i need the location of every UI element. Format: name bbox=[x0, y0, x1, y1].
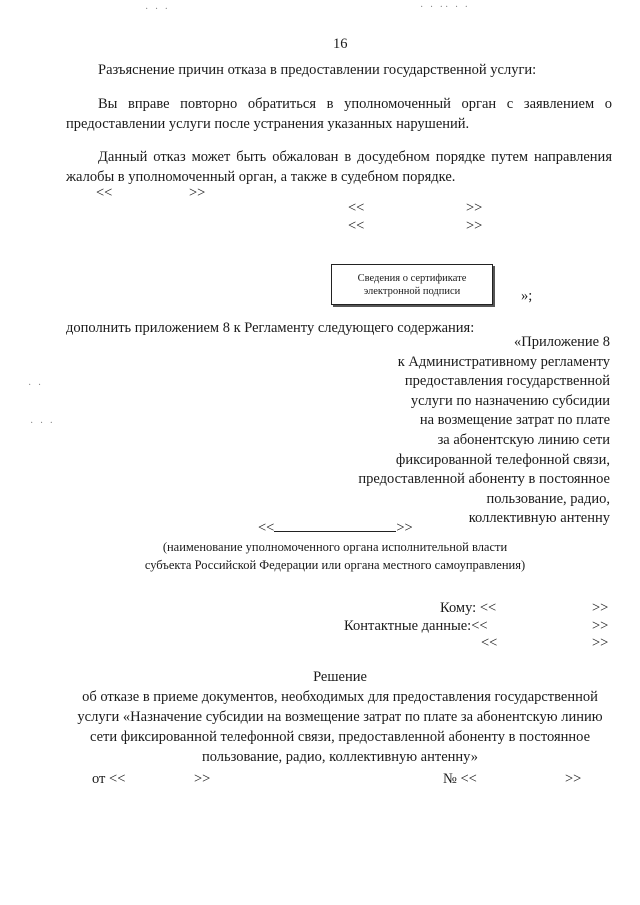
appendix-heading-line: за абонентскую линию сети bbox=[437, 431, 610, 448]
certificate-box-line2: электронной подписи bbox=[363, 285, 461, 297]
appendix-heading-line: «Приложение 8 bbox=[514, 334, 610, 350]
placeholder-close: >> bbox=[194, 771, 211, 787]
certificate-info-box bbox=[331, 264, 493, 305]
placeholder-open: << bbox=[471, 618, 488, 634]
placeholder-close: >> bbox=[565, 771, 582, 787]
scan-noise: · · · bbox=[30, 418, 55, 429]
placeholder-open: << bbox=[481, 635, 498, 651]
placeholder-open: << bbox=[258, 520, 275, 536]
placeholder-open: << bbox=[348, 218, 365, 234]
appendix-heading-line: к Административному регламенту bbox=[397, 353, 610, 370]
placeholder-close: >> bbox=[592, 600, 609, 616]
from-label: от bbox=[92, 771, 106, 787]
scan-noise: · · bbox=[28, 380, 44, 391]
certificate-box-line1: Сведения о сертификате bbox=[357, 272, 467, 284]
placeholder-open: << bbox=[348, 200, 365, 216]
decision-title: Решение bbox=[313, 669, 367, 685]
contacts-row bbox=[344, 616, 488, 636]
placeholder-close: >> bbox=[466, 218, 483, 234]
decision-date-row bbox=[92, 769, 125, 789]
authority-caption-line1: (наименование уполномоченного органа исполнительной власти bbox=[162, 540, 508, 554]
decision-subtitle: об отказе в приеме документов, необходимых для предоставления государственной услуги «Назначение субсидии на возмещение затрат по плате за абонентскую линию сети фиксированной телефонной связи, предоставленной абоненту в постоянное пользование, радио, коллективную антенну» bbox=[77, 689, 603, 765]
number-label: № bbox=[443, 771, 457, 787]
authority-name-placeholder bbox=[258, 518, 413, 538]
recipient-row bbox=[440, 598, 496, 618]
scan-noise: · · ·· · · bbox=[420, 2, 470, 13]
placeholder-open: << bbox=[460, 771, 477, 787]
placeholder-open: << bbox=[96, 185, 113, 201]
placeholder-open: << bbox=[109, 771, 126, 787]
page-number: 16 bbox=[333, 36, 348, 52]
reapply-paragraph: Вы вправе повторно обратиться в уполномоченный орган с заявлением о предоставлении услуги после устранения указанных нарушений. bbox=[66, 96, 612, 132]
placeholder-close: >> bbox=[592, 618, 609, 634]
placeholder-close: >> bbox=[466, 200, 483, 216]
placeholder-close: >> bbox=[592, 635, 609, 651]
appendix-heading bbox=[358, 333, 610, 529]
to-label: Кому: bbox=[440, 600, 477, 616]
scan-noise: · · · bbox=[145, 4, 170, 15]
appendix-heading-line: предоставления государственной bbox=[404, 373, 610, 390]
refusal-explanation-label: Разъяснение причин отказа в предоставлении государственной услуги: bbox=[98, 62, 537, 78]
appendix-heading-line: пользование, радио, bbox=[486, 490, 610, 507]
appeal-paragraph: Данный отказ может быть обжалован в досудебном порядке путем направления жалобы в уполномоченный орган, а также в судебном порядке. bbox=[66, 149, 612, 185]
decision-number-row bbox=[443, 769, 477, 789]
placeholder-close: >> bbox=[396, 520, 413, 536]
placeholder-open: << bbox=[479, 600, 497, 616]
placeholder-close: >> bbox=[189, 185, 206, 201]
amendment-text: дополнить приложением 8 к Регламенту следующего содержания: bbox=[66, 320, 475, 336]
appendix-heading-line: предоставленной абоненту в постоянное bbox=[358, 471, 610, 488]
closing-quote: »; bbox=[521, 288, 533, 304]
appendix-heading-line: услуги по назначению субсидии bbox=[410, 392, 610, 409]
appendix-heading-line: фиксированной телефонной связи, bbox=[395, 451, 610, 468]
appendix-heading-line: на возмещение затрат по плате bbox=[419, 412, 610, 429]
authority-caption-line2: субъекта Российской Федерации или органа местного самоуправления) bbox=[144, 558, 526, 572]
appendix-heading-line: коллективную антенну bbox=[468, 510, 610, 527]
contacts-label: Контактные данные: bbox=[344, 618, 472, 634]
